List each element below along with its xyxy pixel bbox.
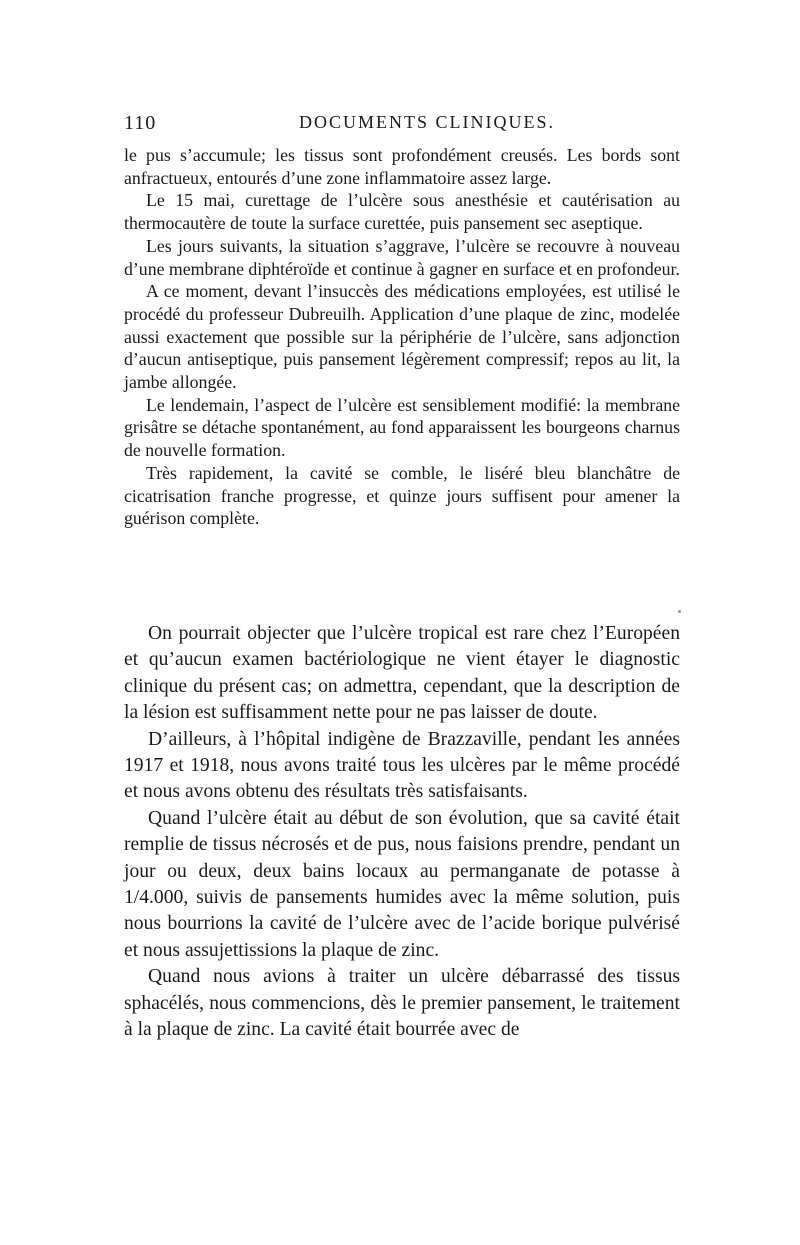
paragraph: On pourrait objecter que l’ulcère tropical est rare chez l’Européen et qu’aucun examen bactériologique ne vient étayer le diagnostic clinique du présent cas; on admettra, cependant, que la description de la lésion est suffisamment nette pour ne pas laisser de doute. (124, 623, 680, 724)
paragraph: le pus s’accumule; les tissus sont profondément creusés. Les bords sont anfractueux, entourés d’une zone inflammatoire assez large. (124, 145, 680, 188)
ink-dot (678, 610, 681, 613)
page-number: 110 (124, 112, 157, 134)
paragraph: Les jours suivants, la situation s’aggrave, l’ulcère se recouvre à nouveau d’une membrane diphtéroïde et continue à gagner en surface et en profondeur. (124, 235, 680, 279)
paragraph: Très rapidement, la cavité se comble, le liséré bleu blanchâtre de cicatrisation franche progresse, et quinze jours suffisent pour amener la guérison complète. (124, 462, 680, 529)
paragraph: Quand l’ulcère était au début de son évolution, que sa cavité était remplie de tissus nécrosés et de pus, nous faisions prendre, pendant un jour ou deux, deux bains locaux au permanganate de potasse à 1/4.000, suivis de pansements humides avec la même solution, puis nous bourrions la cavité de l’ulcère avec de l’acide borique pulvérisé et nous assujettissions la plaque de zinc. (124, 807, 680, 961)
case-report-text (124, 144, 680, 530)
paragraph: A ce moment, devant l’insuccès des médications employées, est utilisé le procédé du professeur Dubreuilh. Application d’une plaque de zinc, modelée aussi exactement que possible sur la périphérie de l’ulcère, sans adjonction d’aucun antiseptique, puis pansement légèrement compressif; repos au lit, la jambe allongée. (124, 281, 680, 393)
paragraph: Le 15 mai, curettage de l’ulcère sous anesthésie et cautérisation au thermocautère de toute la surface curettée, puis pansement sec aseptique. (124, 190, 680, 234)
page-header (124, 112, 684, 138)
discussion-text (124, 621, 680, 1044)
paragraph: Le lendemain, l’aspect de l’ulcère est sensiblement modifié: la membrane grisâtre se détache spontanément, au fond apparaissent les bourgeons charnus de nouvelle formation. (124, 394, 680, 461)
paragraph: Quand nous avions à traiter un ulcère débarrassé des tissus sphacélés, nous commencions, dès le premier pansement, le traitement à la plaque de zinc. La cavité était bourrée avec de (124, 966, 680, 1041)
running-title: DOCUMENTS CLINIQUES. (299, 112, 555, 132)
paragraph: D’ailleurs, à l’hôpital indigène de Brazzaville, pendant les années 1917 et 1918, nous avons traité tous les ulcères par le même procédé et nous avons obtenu des résultats très satisfaisants. (124, 728, 680, 803)
